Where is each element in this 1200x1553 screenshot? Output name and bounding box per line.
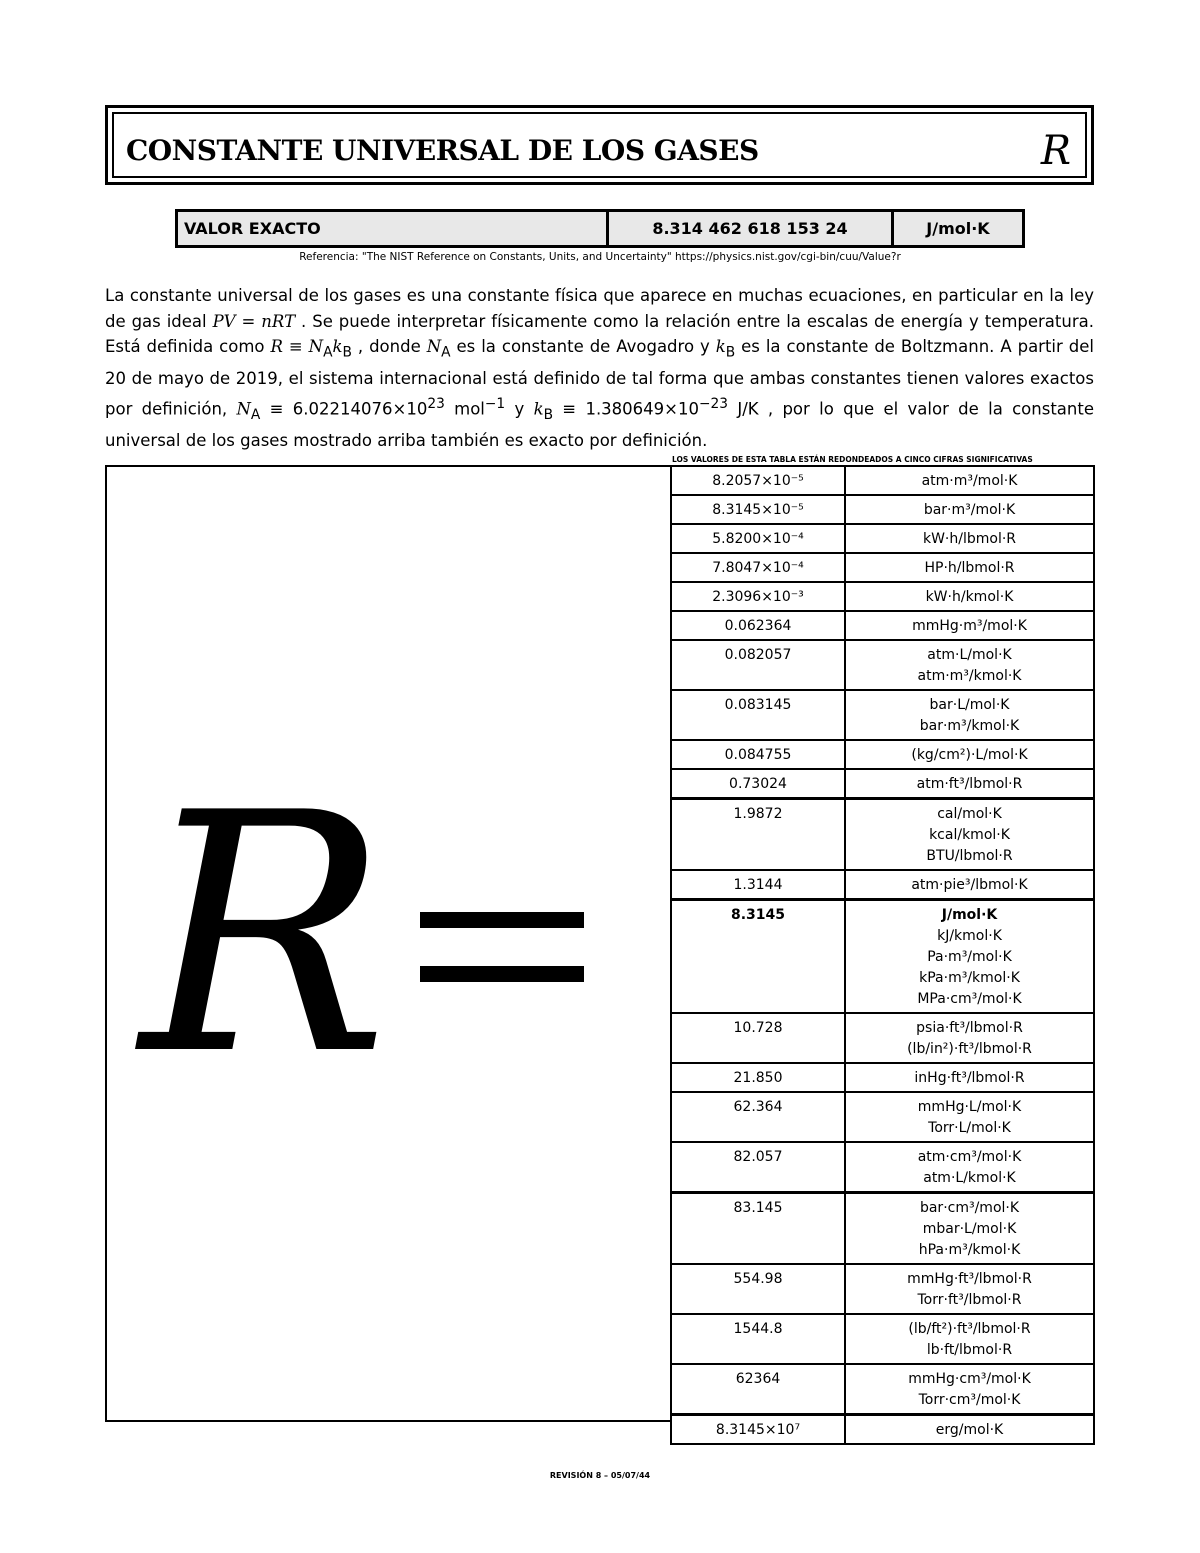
- page-title: CONSTANTE UNIVERSAL DE LOS GASES: [126, 134, 759, 167]
- subscript: A: [250, 406, 261, 423]
- subscript: A: [323, 344, 333, 361]
- unit-label: lb·ft/lbmol·R: [926, 1342, 1013, 1358]
- value-cell: 1544.8: [671, 1314, 845, 1364]
- table-row: [671, 740, 1094, 769]
- superscript: 23: [427, 395, 445, 412]
- boltzmann-symbol: k: [533, 399, 544, 419]
- unit-cell: [845, 799, 1094, 871]
- unit-cell: [845, 466, 1094, 495]
- unit-label: mmHg·cm³/mol·K: [908, 1371, 1031, 1387]
- unit-label: erg/mol·K: [935, 1422, 1004, 1438]
- title-inner-frame: [112, 112, 1087, 178]
- unit-cell: [845, 1314, 1094, 1364]
- avogadro-unit: mol: [444, 399, 485, 419]
- unit-label: Torr·L/mol·K: [928, 1120, 1011, 1136]
- unit-cell: [845, 1013, 1094, 1063]
- value-cell: 0.062364: [671, 611, 845, 640]
- value-cell: 10.728: [671, 1013, 845, 1063]
- title-box: [105, 105, 1094, 185]
- value-cell: 8.3145: [671, 900, 845, 1014]
- table-row: [671, 582, 1094, 611]
- unit-cell: [845, 1264, 1094, 1314]
- para-text: es la constante de Avogadro y: [450, 337, 716, 357]
- value-cell: 62.364: [671, 1092, 845, 1142]
- value-cell: 8.3145×10⁻⁵: [671, 495, 845, 524]
- unit-label: bar·m³/mol·K: [923, 502, 1016, 518]
- table-row: [671, 1193, 1094, 1265]
- unit-cell: [845, 611, 1094, 640]
- unit-label: bar·m³/kmol·K: [919, 718, 1020, 734]
- unit-label: kJ/kmol·K: [937, 928, 1002, 944]
- table-row: [671, 1314, 1094, 1364]
- para-text: , por lo que el valor de la constante universal de los gases mostrado arriba también es exacto por definición.: [105, 399, 1094, 451]
- value-cell: 0.73024: [671, 769, 845, 799]
- table-row: [671, 640, 1094, 690]
- unit-label: MPa·cm³/mol·K: [917, 991, 1022, 1007]
- subscript: B: [342, 344, 352, 361]
- avogadro-symbol: N: [426, 337, 442, 357]
- unit-cell: [845, 1142, 1094, 1193]
- table-row: [671, 553, 1094, 582]
- table-row: [671, 466, 1094, 495]
- table-row: [671, 524, 1094, 553]
- equals-sign-top-bar: [420, 912, 584, 928]
- table-note: LOS VALORES DE ESTA TABLA ESTÁN REDONDEADOS A CINCO CIFRAS SIGNIFICATIVAS: [672, 455, 1033, 464]
- boltzmann-symbol: k: [715, 337, 726, 357]
- unit-label: Torr·ft³/lbmol·R: [917, 1292, 1022, 1308]
- unit-label: atm·m³/kmol·K: [917, 668, 1022, 684]
- avogadro-value: ≡ 6.02214076×10: [260, 399, 428, 419]
- subscript: A: [441, 344, 451, 361]
- table-row: [671, 1063, 1094, 1092]
- table-row: [671, 870, 1094, 900]
- unit-cell: [845, 690, 1094, 740]
- value-cell: 1.9872: [671, 799, 845, 871]
- description-paragraph: [105, 283, 1094, 454]
- unit-label: kW·h/kmol·K: [925, 589, 1014, 605]
- unit-label: Torr·cm³/mol·K: [918, 1392, 1021, 1408]
- exact-value: 8.314 462 618 153 24: [608, 211, 893, 247]
- table-row: [671, 1415, 1094, 1445]
- unit-label: hPa·m³/kmol·K: [918, 1242, 1021, 1258]
- footer-revision: REVISIÓN 8 – 05/07/44: [549, 1471, 651, 1480]
- para-text: es la constante de Boltzmann. A partir del 20 de mayo de 2019, el sistema internacional está definido de tal forma que ambas constantes tienen valores exactos por definición,: [105, 337, 1094, 419]
- subscript: B: [543, 406, 553, 423]
- unit-label: HP·h/lbmol·R: [924, 560, 1015, 576]
- unit-cell: [845, 900, 1094, 1014]
- superscript: −23: [699, 395, 729, 412]
- unit-cell: [845, 870, 1094, 900]
- table-row: [671, 690, 1094, 740]
- unit-label: atm·pie³/lbmol·K: [911, 877, 1028, 893]
- table-row: [671, 799, 1094, 871]
- table-row: [671, 1142, 1094, 1193]
- para-text: , donde: [351, 337, 427, 357]
- conversion-table: [670, 465, 1095, 1445]
- value-cell: 0.082057: [671, 640, 845, 690]
- value-cell: 8.2057×10⁻⁵: [671, 466, 845, 495]
- value-cell: 554.98: [671, 1264, 845, 1314]
- unit-label: bar·L/mol·K: [929, 697, 1010, 713]
- value-cell: 2.3096×10⁻³: [671, 582, 845, 611]
- unit-cell: [845, 740, 1094, 769]
- equals-sign-bottom-bar: [420, 966, 584, 982]
- unit-label: atm·ft³/lbmol·R: [916, 776, 1023, 792]
- unit-label: mbar·L/mol·K: [922, 1221, 1017, 1237]
- unit-cell: [845, 553, 1094, 582]
- unit-label: mmHg·m³/mol·K: [912, 618, 1027, 634]
- unit-label: kcal/kmol·K: [929, 827, 1010, 843]
- unit-cell: [845, 640, 1094, 690]
- unit-label: psia·ft³/lbmol·R: [916, 1020, 1023, 1036]
- superscript: −1: [484, 395, 506, 412]
- value-cell: 0.083145: [671, 690, 845, 740]
- table-row: [671, 611, 1094, 640]
- para-text: . Se puede interpretar físicamente como la relación entre la escalas de energía y temperatura. Está definida como: [105, 311, 1094, 357]
- unit-cell: [845, 769, 1094, 799]
- exact-value-table: [175, 209, 1025, 248]
- value-cell: 21.850: [671, 1063, 845, 1092]
- exact-label: VALOR EXACTO: [177, 211, 608, 247]
- unit-label: atm·m³/mol·K: [921, 473, 1018, 489]
- boltzmann-unit: J/K: [728, 399, 759, 419]
- definition-k: k: [332, 337, 343, 357]
- value-cell: 82.057: [671, 1142, 845, 1193]
- unit-label: inHg·ft³/lbmol·R: [914, 1070, 1025, 1086]
- unit-cell: [845, 1364, 1094, 1415]
- exact-unit: J/mol·K: [893, 211, 1024, 247]
- para-text: y: [505, 399, 534, 419]
- unit-label: atm·L/mol·K: [927, 647, 1012, 663]
- avogadro-symbol: N: [236, 399, 251, 419]
- table-row: [671, 1264, 1094, 1314]
- definition-equation: R ≡ N: [270, 337, 324, 357]
- table-row: [671, 900, 1094, 1014]
- unit-label: atm·cm³/mol·K: [917, 1149, 1022, 1165]
- unit-label: kW·h/lbmol·R: [922, 531, 1017, 547]
- para-text: La constante universal de los gases es una constante física que aparece en muchas ecuaciones, en particular en la ley de gas ideal: [105, 286, 1094, 331]
- unit-label: Pa·m³/mol·K: [927, 949, 1012, 965]
- value-cell: 62364: [671, 1364, 845, 1415]
- value-cell: 83.145: [671, 1193, 845, 1265]
- table-row: [671, 769, 1094, 799]
- reference-text: Referencia: "The NIST Reference on Constants, Units, and Uncertainty" https://physics.nist.gov/cgi-bin/cuu/Value?r: [299, 251, 901, 263]
- unit-cell: [845, 495, 1094, 524]
- unit-label: kPa·m³/kmol·K: [919, 970, 1020, 986]
- unit-cell: [845, 1063, 1094, 1092]
- table-row: [671, 495, 1094, 524]
- unit-label: bar·cm³/mol·K: [919, 1200, 1020, 1216]
- table-row: [671, 1092, 1094, 1142]
- unit-cell: [845, 1193, 1094, 1265]
- unit-label: (lb/ft²)·ft³/lbmol·R: [908, 1321, 1031, 1337]
- unit-label: (lb/in²)·ft³/lbmol·R: [907, 1041, 1032, 1057]
- table-row: [671, 1013, 1094, 1063]
- unit-label: atm·L/kmol·K: [923, 1170, 1016, 1186]
- ideal-gas-equation: PV = nRT: [212, 311, 296, 331]
- boltzmann-value: ≡ 1.380649×10: [553, 399, 699, 419]
- value-cell: 8.3145×10⁷: [671, 1415, 845, 1445]
- unit-label: BTU/lbmol·R: [926, 848, 1013, 864]
- unit-label: J/mol·K: [941, 907, 998, 923]
- value-cell: 0.084755: [671, 740, 845, 769]
- unit-label: mmHg·L/mol·K: [917, 1099, 1022, 1115]
- unit-label: cal/mol·K: [937, 806, 1002, 822]
- unit-cell: [845, 1415, 1094, 1445]
- table-row: [671, 1364, 1094, 1415]
- unit-label: (kg/cm²)·L/mol·K: [911, 747, 1028, 763]
- title-symbol: R: [1040, 128, 1071, 174]
- unit-cell: [845, 582, 1094, 611]
- unit-label: mmHg·ft³/lbmol·R: [907, 1271, 1032, 1287]
- big-R-symbol: R: [140, 743, 389, 1127]
- unit-cell: [845, 524, 1094, 553]
- value-cell: 5.8200×10⁻⁴: [671, 524, 845, 553]
- unit-cell: [845, 1092, 1094, 1142]
- value-cell: 7.8047×10⁻⁴: [671, 553, 845, 582]
- value-cell: 1.3144: [671, 870, 845, 900]
- subscript: B: [725, 344, 736, 361]
